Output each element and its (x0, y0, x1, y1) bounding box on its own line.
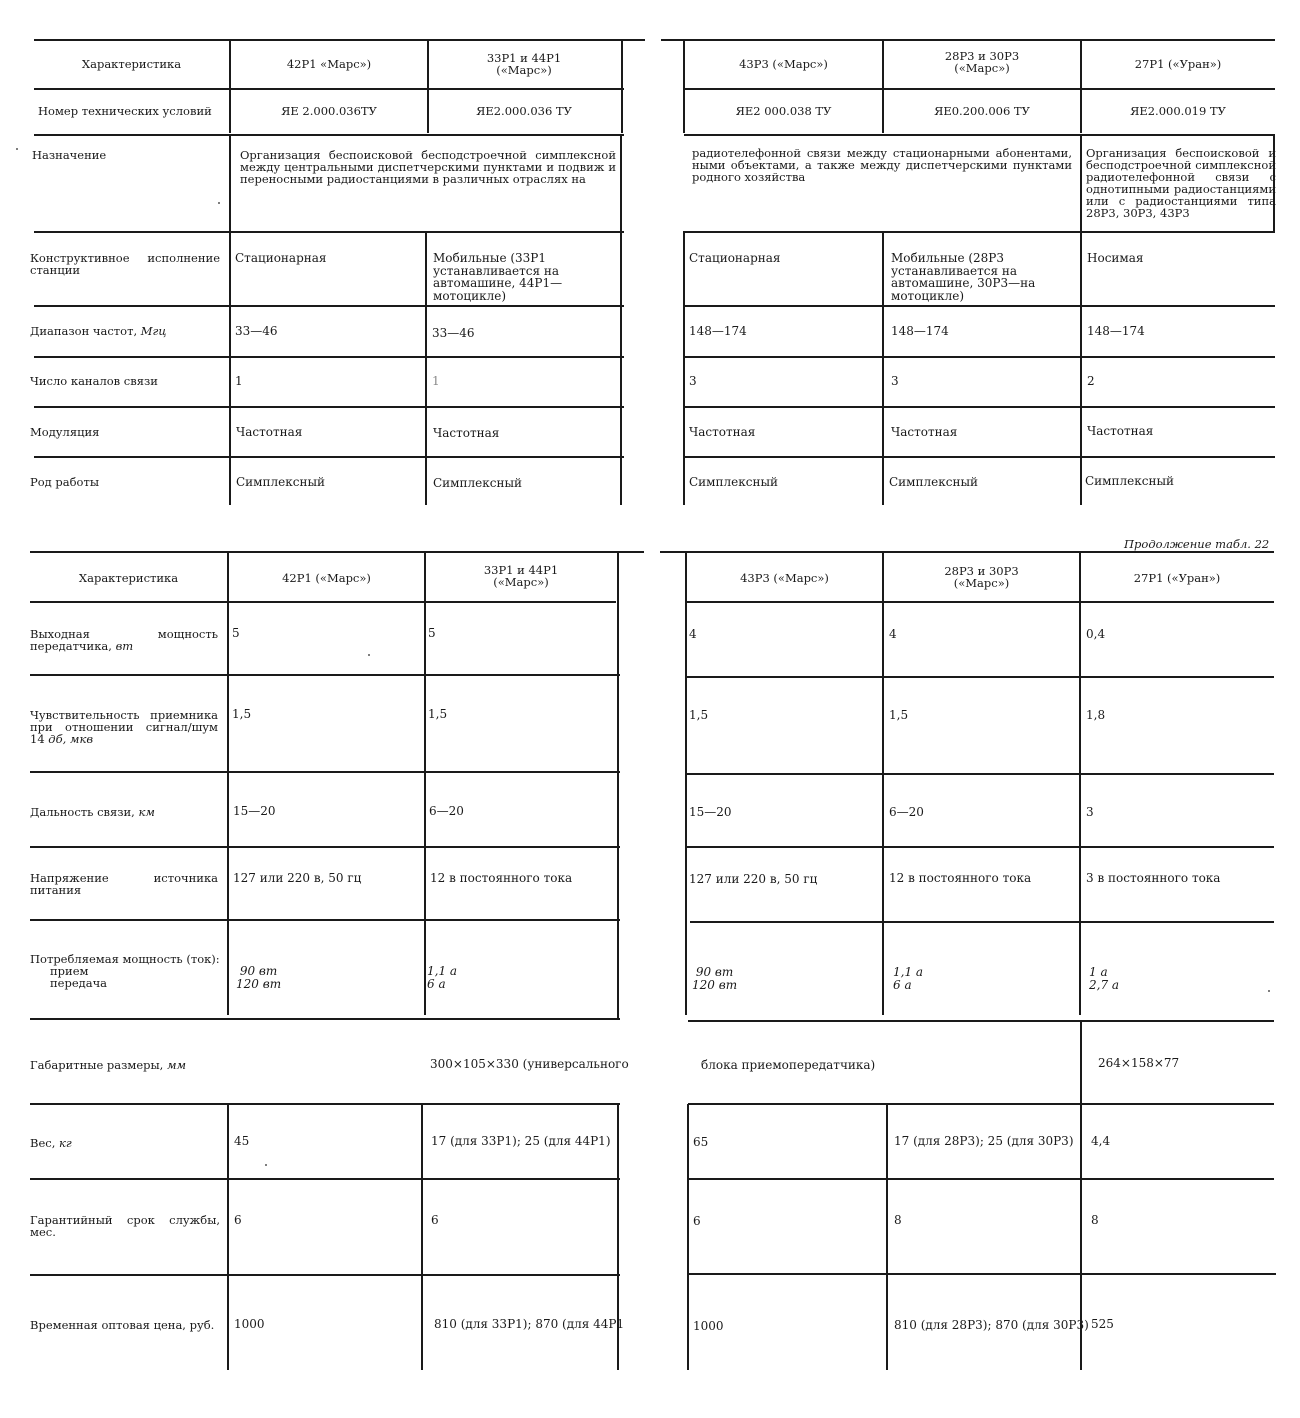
bottom-header-characteristic: Характеристика (78, 571, 179, 585)
cell-freq-43r3: 148—174 (689, 324, 747, 338)
cell-modulation-42r1: Частотная (236, 425, 303, 439)
cell-range-33r1: 6—20 (429, 804, 464, 818)
top-header-43r3: 43Р3 («Марс») (739, 57, 828, 71)
power-out-label-text: Выходная мощность передатчика, (30, 627, 218, 654)
cell-channels-27r1: 2 (1087, 374, 1095, 388)
scan-speck (16, 148, 18, 150)
row-label-range (30, 806, 225, 818)
scan-speck (1268, 990, 1270, 992)
cell-design-27r1: Носимая (1087, 251, 1144, 265)
cell-freq-33r1: 33—46 (432, 326, 475, 340)
cell-dimensions-right: блока приемопередатчика) (701, 1058, 876, 1072)
cell-power-out-28r3: 4 (889, 627, 897, 641)
row-label-power-out (30, 628, 218, 652)
sensitivity-unit: дб, мкв (48, 732, 94, 747)
cell-design-33r1: Мобильные (33Р1 устанавливается на автомашине, 44Р1—мотоцикле) (433, 251, 563, 303)
cell-channels-43r3: 3 (689, 374, 697, 388)
consumption-sub-receive: прием (50, 964, 89, 979)
cell-price-33r1: 810 (для 33Р1); 870 (для 44Р1 (434, 1317, 625, 1331)
cell-range-27r1: 3 (1086, 805, 1094, 819)
row-label-warranty: Гарантийный срок службы, мес. (30, 1213, 220, 1240)
cell-range-43r3: 15—20 (689, 805, 732, 819)
cell-power-out-42r1: 5 (232, 626, 240, 640)
cell-warranty-43r3: 6 (693, 1214, 701, 1228)
cell-price-43r3: 1000 (693, 1319, 724, 1333)
cell-weight-42r1: 45 (234, 1134, 250, 1148)
scan-speck (265, 1164, 267, 1166)
cell-tech-42r1: ЯЕ 2.000.036ТУ (281, 104, 377, 118)
cell-channels-28r3: 3 (891, 374, 899, 388)
bottom-header-43r3: 43Р3 («Марс») (740, 571, 829, 585)
top-header-28r3-30r3: 28Р3 и 30Р3 («Марс») (944, 49, 1020, 76)
cell-modulation-27r1: Частотная (1087, 424, 1154, 438)
row-label-purpose: Назначение (32, 148, 107, 162)
row-label-price: Временная оптовая цена, руб. (30, 1318, 215, 1332)
range-label-text: Дальность связи, (30, 805, 135, 819)
cell-operation-43r3: Симплексный (689, 475, 779, 489)
consumption-label-text: Потребляемая мощность (ток): (30, 952, 220, 966)
cell-power-out-27r1: 0,4 (1086, 627, 1106, 641)
cell-dimensions-left: 300×105×330 (универсального (430, 1057, 629, 1071)
cell-operation-28r3: Симплексный (889, 475, 979, 489)
cell-weight-43r3: 65 (693, 1135, 709, 1149)
cell-supply-27r1: 3 в постоянного тока (1086, 871, 1221, 885)
cell-consumption-33r1: 1,1 а 6 а (427, 964, 458, 991)
row-label-operation: Род работы (30, 475, 99, 489)
scan-speck (218, 202, 220, 204)
cell-dimensions-27r1: 264×158×77 (1098, 1056, 1180, 1070)
bottom-header-42r1: 42Р1 («Марс») (282, 571, 371, 585)
cell-freq-42r1: 33—46 (235, 324, 278, 338)
cell-tech-28r3: ЯЕ0.200.006 ТУ (934, 104, 1030, 118)
cell-weight-27r1: 4,4 (1091, 1134, 1111, 1148)
cell-warranty-42r1: 6 (234, 1213, 242, 1227)
row-label-consumption (30, 953, 225, 989)
row-label-modulation: Модуляция (30, 425, 100, 439)
row-label-dimensions (30, 1059, 225, 1071)
row-label-sensitivity (30, 709, 218, 745)
cell-freq-28r3: 148—174 (891, 324, 949, 338)
cell-power-out-43r3: 4 (689, 627, 697, 641)
cell-modulation-43r3: Частотная (689, 425, 756, 439)
cell-price-28r3: 810 (для 28Р3); 870 (для 30Р3) (894, 1318, 1089, 1332)
cell-purpose-left: Организация беспоисковой бесподстроечной симплексной между центральными диспетчерскими пунктами и подвиж и переносными радиостанциями в различных отраслях на (240, 148, 616, 187)
top-header-42r1: 42Р1 «Марс») (286, 57, 372, 71)
top-header-33r1-44r1: 33Р1 и 44Р1 («Марс») (486, 51, 562, 78)
cell-weight-28r3: 17 (для 28Р3); 25 (для 30Р3) (894, 1134, 1074, 1148)
cell-price-27r1: 525 (1091, 1317, 1114, 1331)
freq-unit: Мгц (140, 324, 167, 338)
cell-warranty-33r1: 6 (431, 1213, 439, 1227)
cell-sensitivity-33r1: 1,5 (428, 707, 448, 721)
row-label-tech-conditions: Номер технических условий (38, 104, 212, 118)
weight-unit: кг (59, 1136, 72, 1150)
row-label-weight (30, 1137, 225, 1149)
cell-warranty-28r3: 8 (894, 1213, 902, 1227)
cell-supply-33r1: 12 в постоянного тока (430, 871, 573, 885)
cell-purpose-27r1: Организация беспоисковой и бесподстроечной симплексной радиотелефонной связи с однотипными радиостанциями или с радиостанциями типа 28Р3, 30Р3, 43Р3 (1086, 146, 1276, 221)
cell-supply-42r1: 127 или 220 в, 50 гц (233, 871, 362, 885)
power-out-unit: вт (115, 639, 134, 654)
cell-channels-42r1: 1 (235, 374, 243, 388)
cell-purpose-right: радиотелефонной связи между стационарными абонентами, ными объектами, а также между диспетчерскими пунктами родного хозяйства (692, 146, 1072, 185)
cell-sensitivity-28r3: 1,5 (889, 708, 909, 722)
dimensions-label-text: Габаритные размеры, (30, 1058, 164, 1072)
table-caption: Продолжение табл. 22 (1124, 537, 1270, 551)
cell-sensitivity-27r1: 1,8 (1086, 708, 1106, 722)
cell-tech-27r1: ЯЕ2.000.019 ТУ (1130, 104, 1226, 118)
row-label-channels: Число каналов связи (30, 374, 158, 388)
cell-operation-27r1: Симплексный (1085, 474, 1175, 488)
sensitivity-label-text: Чувствительность приемника при отношении сигнал/шум 14 (30, 708, 218, 747)
consumption-sub-transmit: передача (50, 976, 108, 991)
cell-tech-33r1: ЯЕ2.000.036 ТУ (476, 104, 572, 118)
cell-modulation-28r3: Частотная (891, 425, 958, 439)
cell-operation-33r1: Симплексный (433, 476, 523, 490)
cell-operation-42r1: Симплексный (236, 475, 326, 489)
cell-modulation-33r1: Частотная (433, 426, 500, 440)
bottom-header-33r1-44r1: 33Р1 и 44Р1 («Марс») (483, 563, 559, 590)
scan-speck (368, 654, 370, 656)
cell-range-42r1: 15—20 (233, 804, 276, 818)
cell-warranty-27r1: 8 (1091, 1213, 1099, 1227)
cell-design-28r3: Мобильные (28Р3 устанавливается на автомашине, 30Р3—на мотоцикле) (891, 251, 1036, 303)
cell-freq-27r1: 148—174 (1087, 324, 1145, 338)
freq-label-text: Диапазон частот, (30, 324, 138, 338)
dimensions-unit: мм (166, 1058, 187, 1072)
cell-consumption-42r1: 90 вт 120 вт (236, 964, 282, 991)
cell-range-28r3: 6—20 (889, 805, 924, 819)
cell-weight-33r1: 17 (для 33Р1); 25 (для 44Р1) (431, 1134, 611, 1148)
bottom-header-27r1: 27Р1 («Уран») (1133, 571, 1221, 585)
cell-consumption-27r1: 1 а 2,7 а (1089, 965, 1120, 992)
cell-consumption-28r3: 1,1 а 6 а (893, 965, 924, 992)
cell-tech-43r3: ЯЕ2 000.038 ТУ (735, 104, 832, 118)
cell-supply-28r3: 12 в постоянного тока (889, 871, 1032, 885)
cell-design-42r1: Стационарная (235, 251, 327, 265)
bottom-header-28r3-30r3: 28Р3 и 30Р3 («Марс») (944, 564, 1019, 591)
range-unit: км (138, 805, 155, 819)
weight-label-text: Вес, (30, 1136, 56, 1150)
cell-design-43r3: Стационарная (689, 251, 781, 265)
cell-sensitivity-43r3: 1,5 (689, 708, 709, 722)
cell-channels-33r1: 1 (432, 374, 440, 388)
row-label-supply: Напряжение источника питания (30, 871, 218, 898)
top-header-characteristic: Характеристика (81, 57, 182, 71)
cell-supply-43r3: 127 или 220 в, 50 гц (689, 872, 818, 886)
cell-price-42r1: 1000 (234, 1317, 265, 1331)
cell-power-out-33r1: 5 (428, 626, 436, 640)
cell-consumption-43r3: 90 вт 120 вт (692, 965, 738, 992)
top-header-27r1: 27Р1 («Уран») (1134, 57, 1222, 71)
row-label-design: Конструктивное исполнение станции (30, 251, 220, 278)
cell-sensitivity-42r1: 1,5 (232, 707, 252, 721)
